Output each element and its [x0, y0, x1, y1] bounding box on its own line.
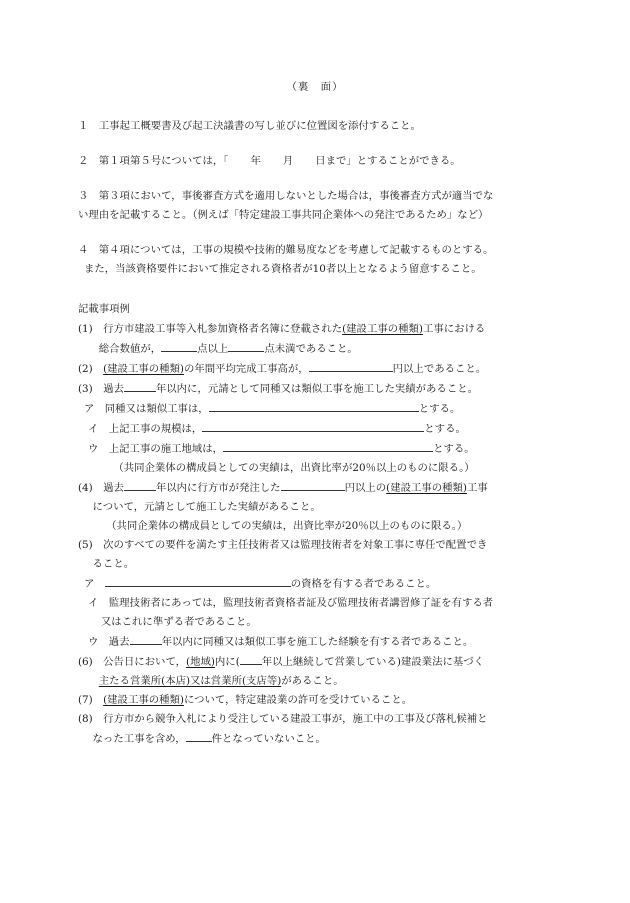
sub-item-a: [78, 574, 558, 594]
sub-item-letter: イ: [88, 423, 99, 435]
note-text-line2: い理由を記載すること。（例えば「特定建設工事共同企業体への発注であるため」など）: [78, 209, 489, 221]
underlined-placeholder: (建設工事の種類): [103, 694, 184, 706]
item-number: (1): [78, 323, 93, 335]
item-text: 工事における: [422, 323, 486, 335]
note-4: [78, 241, 558, 279]
item-text: 内に(: [214, 656, 240, 668]
item-text: があること。: [281, 675, 344, 687]
note-text-end: 日まで」とすることができる。: [315, 155, 461, 167]
item-text: 監理技術者にあっては，監理技術者資格者証及び監理技術者講習修了証を有する者: [108, 597, 494, 609]
note-number: ２: [78, 155, 89, 167]
item-text: 次のすべての要件を満たす主任技術者又は監理技術者を対象工事に専任で配置でき: [103, 539, 488, 551]
blank-field: [105, 574, 291, 587]
note-1: [78, 117, 558, 136]
item-text: 過去: [108, 636, 130, 648]
item-text: とする。: [433, 443, 475, 455]
sub-item-letter: ウ: [88, 636, 99, 648]
item-number: (5): [78, 539, 93, 551]
note-number: １: [78, 120, 89, 132]
item-text: 円以上の: [344, 482, 387, 494]
item-text: 件となっていないこと。: [211, 733, 326, 745]
item-text: 過去: [103, 482, 124, 494]
item-text: なった工事を含め，: [92, 733, 186, 745]
blank-field: [124, 379, 156, 392]
note-2: [78, 152, 558, 171]
item-text: 円以上であること。: [392, 363, 487, 375]
note-month: 月: [282, 155, 294, 167]
item-text: 公告日において，: [103, 656, 187, 668]
item-text: とする。: [418, 403, 461, 415]
note-text-line1: 第３項において，事後審査方式を適用しないとした場合は，事後審査方式が適当でな: [98, 190, 494, 202]
item-number: (6): [78, 656, 93, 668]
note-text: 工事起工概要書及び起工決議書の写し並びに位置図を添付すること。: [98, 120, 421, 132]
underlined-placeholder: (建設工事の種類): [342, 323, 423, 335]
example-item-8: [78, 710, 558, 749]
item-text: 点以上: [197, 343, 229, 355]
item-text: 上記工事の施工地域は，: [108, 443, 224, 455]
sub-item-letter: ア: [84, 403, 95, 415]
item-text: について，特定建設業の許可を受けていること。: [183, 694, 413, 706]
note-number: ４: [78, 244, 89, 256]
sub-item-letter: ウ: [88, 443, 99, 455]
item-text: 過去: [103, 383, 124, 395]
example-item-2: [78, 359, 558, 379]
blank-field: [228, 339, 264, 352]
underlined-placeholder: (建設工事の種類): [386, 482, 467, 494]
item-text: 年以上継続して営業している)建設業法に基づく: [261, 656, 485, 668]
blank-field: [240, 652, 262, 665]
sub-item-i: [78, 419, 558, 439]
note-text-line1: 第４項については，工事の規模や技術的難易度などを考慮して記載するものとする。: [98, 244, 494, 256]
item-text: の資格を有する者であること。: [290, 578, 437, 590]
item-text: 行方市建設工事等入札参加資格者名簿に登載された: [103, 323, 343, 335]
underlined-placeholder: 主たる営業所(本店)又は営業所(支店等): [98, 675, 282, 687]
item-number: (7): [78, 694, 93, 706]
blank-field: [130, 632, 162, 645]
blank-field: [124, 478, 156, 491]
blank-field: [202, 419, 424, 432]
item-number: (2): [78, 363, 93, 375]
example-item-4: [78, 478, 558, 536]
blank-field: [223, 439, 433, 452]
item-text: 工事: [466, 482, 488, 494]
example-section: [78, 300, 558, 749]
note-text: 第１項第５号については，「: [98, 155, 229, 167]
item-text: 年以内に行方市が発注した: [155, 482, 281, 494]
note-paren: （共同企業体の構成員としての実績は，出資比率が20％以上のものに限る。）: [113, 462, 475, 474]
item-number: (3): [78, 383, 93, 395]
sub-item-a: [78, 399, 558, 419]
item-number: (8): [78, 713, 93, 725]
example-heading: 記載事項例: [78, 303, 130, 315]
page-title: （裏 面）: [286, 81, 344, 93]
note-text-line2: また，当該資格要件において推定される資格者が10者以上となるよう留意すること。: [84, 263, 482, 275]
blank-field: [309, 359, 393, 372]
item-text: 上記工事の規模は，: [108, 423, 203, 435]
example-item-7: [78, 691, 558, 710]
item-text: 年以内に，元請として同種又は類似工事を施工した実績があること。: [155, 383, 478, 395]
note-paren: （共同企業体の構成員としての実績は，出資比率が20％以上のものに限る。）: [106, 520, 468, 532]
blank-field: [161, 339, 197, 352]
example-item-5: [78, 536, 558, 652]
underlined-placeholder: (地域): [186, 656, 215, 668]
item-text: 年以内に同種又は類似工事を施工した経験を有する者であること。: [161, 636, 474, 648]
item-text: とする。: [424, 423, 466, 435]
sub-item-u: [78, 439, 558, 459]
item-text: の年間平均完成工事高が，: [183, 363, 309, 375]
blank-field: [281, 478, 345, 491]
example-item-3: [78, 379, 558, 478]
note-3: [78, 187, 558, 225]
blank-field: [186, 729, 212, 742]
item-text: ること。: [92, 558, 135, 570]
note-year: 年: [250, 155, 261, 167]
item-text: 行方市から競争入札により受注している建設工事が，施工中の工事及び落札候補と: [103, 713, 488, 725]
item-text: 同種又は類似工事は，: [104, 403, 209, 415]
blank-field: [209, 399, 419, 412]
example-item-1: [78, 320, 558, 359]
item-text: について，元請として施工した実績があること。: [92, 501, 321, 513]
sub-item-letter: ア: [84, 578, 95, 590]
sub-item-i: [78, 594, 558, 613]
sub-item-letter: イ: [88, 597, 99, 609]
note-number: ３: [78, 190, 89, 202]
underlined-placeholder: (建設工事の種類): [103, 363, 184, 375]
sub-item-u: [78, 632, 558, 652]
item-number: (4): [78, 482, 93, 494]
example-item-6: [78, 652, 558, 691]
item-text: 総合数値が，: [98, 343, 162, 355]
item-text: 点未満であること。: [264, 343, 358, 355]
item-text: 又はこれに準ずる者であること。: [100, 616, 257, 628]
